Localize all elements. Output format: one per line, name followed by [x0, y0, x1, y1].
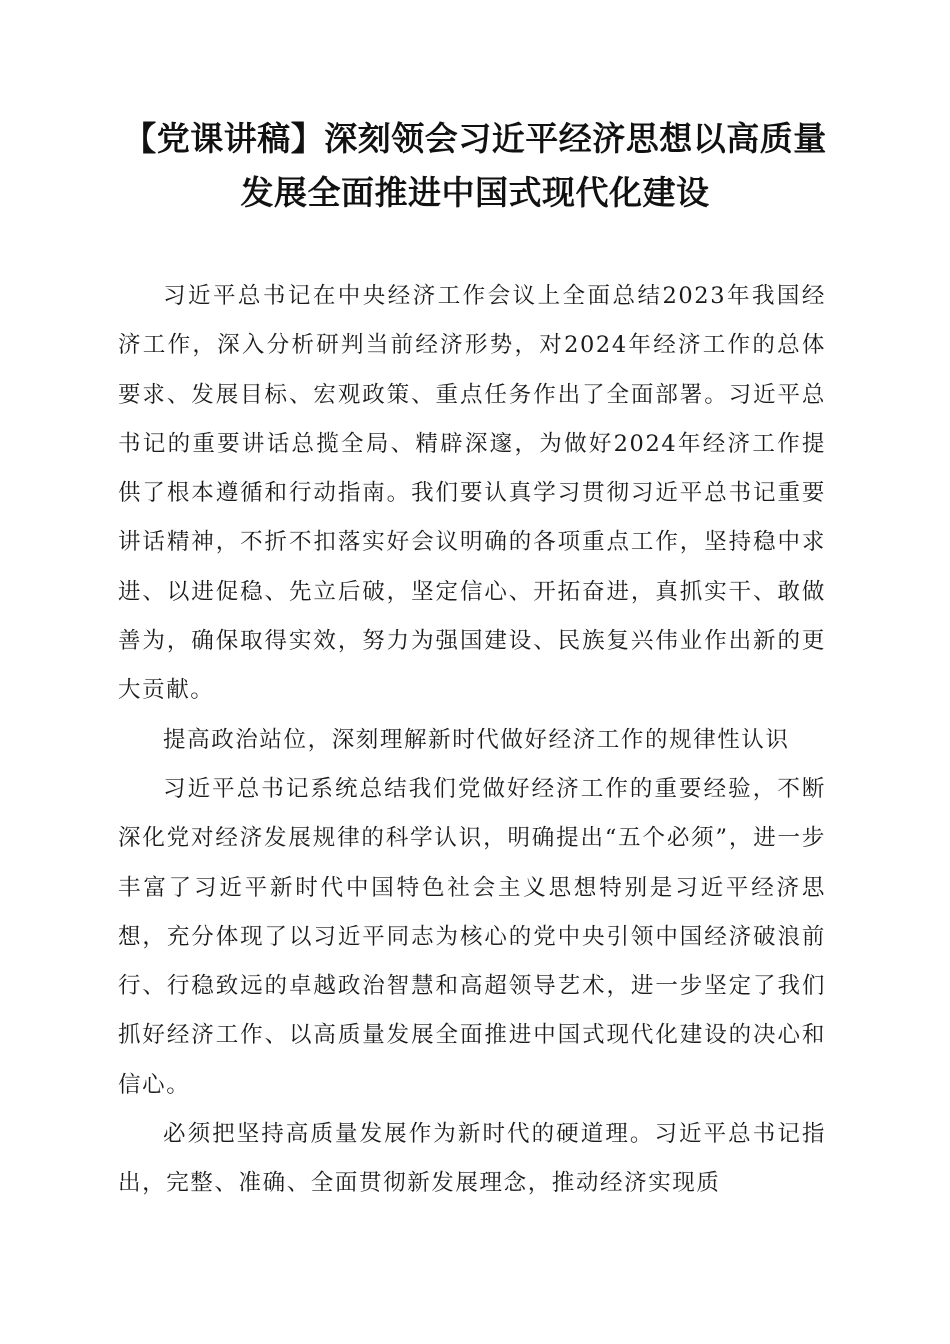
document-body: [118, 272, 826, 1209]
paragraph-high-quality: 必须把坚持高质量发展作为新时代的硬道理。习近平总书记指出，完整、准确、全面贯彻新发展理念，推动经济实现质: [118, 1121, 826, 1197]
section-heading: 提高政治站位，深刻理解新时代做好经济工作的规律性认识: [163, 726, 790, 753]
document-title: 【党课讲稿】深刻领会习近平经济思想以高质量发展全面推进中国式现代化建设: [123, 119, 827, 212]
paragraph-intro: 习近平总书记在中央经济工作会议上全面总结2023年我国经济工作，深入分析研判当前经济形势，对2024年经济工作的总体要求、发展目标、宏观政策、重点任务作出了全面部署。习近平总书记的重要讲话总揽全局、精辟深邃，为做好2024年经济工作提供了根本遵循和行动指南。我们要认真学习贯彻习近平总书记重要讲话精神，不折不扣落实好会议明确的各项重点工作，坚持稳中求进、以进促稳、先立后破，坚定信心、开拓奋进，真抓实干、敢做善为，确保取得实效，努力为强国建设、民族复兴伟业作出新的更大贡献。: [118, 283, 826, 704]
paragraph-section-1: 习近平总书记系统总结我们党做好经济工作的重要经验，不断深化党对经济发展规律的科学认识，明确提出“五个必须”，进一步丰富了习近平新时代中国特色社会主义思想特别是习近平经济思想，充分体现了以习近平同志为核心的党中央引领中国经济破浪前行、行稳致远的卓越政治智慧和高超领导艺术，进一步坚定了我们抓好经济工作、以高质量发展全面推进中国式现代化建设的决心和信心。: [118, 775, 826, 1098]
